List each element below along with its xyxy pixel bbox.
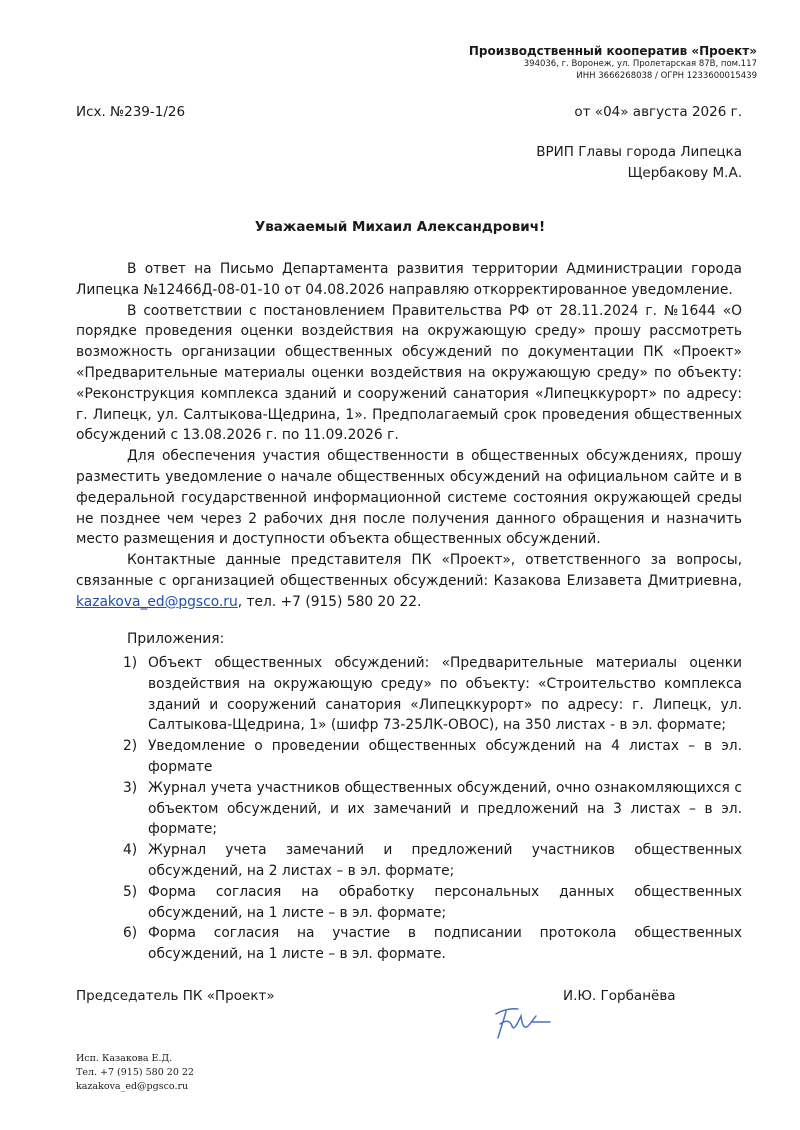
attachment-number: 5) xyxy=(123,883,138,900)
attachment-number: 6) xyxy=(123,925,138,942)
attachment-text: Журнал учета участников общественных обсуждений, очно ознакомляющихся с объектом обсуждений, и их замечаний и предложений на 3 листах – в эл. формате; xyxy=(148,779,742,838)
attachment-text: Форма согласия на участие в подписании протокола общественных обсуждений, на 1 листе – в эл. формате. xyxy=(148,925,742,963)
attachment-number: 3) xyxy=(123,779,138,796)
letter-date: от «04» августа 2026 г. xyxy=(574,104,742,120)
signatory-title: Председатель ПК «Проект» xyxy=(76,988,275,1004)
email-link[interactable]: kazakova_ed@pgsco.ru xyxy=(76,593,238,610)
org-name: Производственный кооператив «Проект» xyxy=(468,44,757,58)
attachments-title: Приложения: xyxy=(127,631,225,647)
executor-email: kazakova_ed@pgsco.ru xyxy=(76,1081,189,1092)
attachment-item xyxy=(76,653,742,736)
paragraph: Для обеспечения участия общественности в общественных обсуждениях, прошу разместить уведомление о начале общественных обсуждений на официальном сайте и в федеральной государственной информационной системе состояния окружающей среды не позднее чем через 2 рабочих дня после получения данного обращения и назначить место размещения и доступности объекта общественных обсуждений. xyxy=(76,448,742,548)
letterhead xyxy=(469,44,757,82)
attachment-number: 2) xyxy=(123,738,138,755)
executor-name: Исп. Казакова Е.Д. xyxy=(76,1053,173,1064)
attachment-item xyxy=(76,840,742,882)
executor-info xyxy=(76,1052,194,1094)
attachments-list xyxy=(76,653,742,965)
signatory-name: И.Ю. Горбанёва xyxy=(563,988,676,1004)
recipient-position: ВРИП Главы города Липецка xyxy=(536,144,742,160)
attachment-item xyxy=(76,736,742,778)
outgoing-number: Исх. №239-1/26 xyxy=(76,104,186,120)
letter-body xyxy=(76,259,742,613)
attachment-item xyxy=(76,778,742,840)
contact-paragraph xyxy=(76,550,742,612)
attachment-number: 1) xyxy=(123,655,138,671)
attachment-text: Журнал учета замечаний и предложений участников общественных обсуждений, на 2 листах – в эл. формате; xyxy=(148,842,742,879)
attachment-number: 4) xyxy=(123,842,138,859)
contact-phone: , тел. +7 (915) 580 20 22. xyxy=(237,593,422,610)
attachment-text: Форма согласия на обработку персональных данных общественных обсуждений, на 1 листе – в эл. формате; xyxy=(148,883,742,921)
paragraph: В ответ на Письмо Департамента развития территории Администрации города Липецка №12466Д-08-01-10 от 04.08.2026 направляю откорректированное уведомление. xyxy=(76,261,742,298)
contact-text: Контактные данные представителя ПК «Проект», ответственного за вопросы, связанные с организацией общественных обсуждений: Казакова Елизавета Дмитриевна, xyxy=(76,552,742,589)
paragraph: В соответствии с постановлением Правительства РФ от 28.11.2024 г. №1644 «О порядке проведения оценки воздействия на окружающую среду» прошу рассмотреть возможность организации общественных обсуждений по документации ПК «Проект» «Предварительные материалы оценки воздействия на окружающую среду» по объекту: «Реконструкция комплекса зданий и сооружений санатория «Липецккурорт» по адресу: г. Липецк, ул. Салтыкова-Щедрина, 1». Предполагаемый срок проведения общественных обсуждений с 13.08.2026 г. по 11.09.2026 г. xyxy=(76,302,742,444)
attachment-text: Объект общественных обсуждений: «Предварительные материалы оценки воздействия на окружающую среду» по объекту: «Строительство комплекса зданий и сооружений санатория «Липецккурорт» по адресу: г. Липецк, ул. Салтыкова-Щедрина, 1» (шифр 73-25ЛК-ОВОС), на 350 листах - в эл. формате; xyxy=(148,655,742,734)
recipient-block xyxy=(536,142,742,184)
attachment-item xyxy=(76,882,742,924)
executor-phone: Тел. +7 (915) 580 20 22 xyxy=(76,1067,194,1078)
greeting: Уважаемый Михаил Александрович! xyxy=(254,219,546,235)
handwritten-signature xyxy=(488,1000,558,1044)
attachment-text: Уведомление о проведении общественных обсуждений на 4 листах – в эл. формате xyxy=(148,738,742,775)
recipient-name: Щербакову М.А. xyxy=(627,165,742,181)
attachment-item xyxy=(76,923,742,965)
org-address: 394036, г. Воронеж, ул. Пролетарская 87В, пом.117 xyxy=(523,59,757,69)
org-registration: ИНН 3666268038 / ОГРН 1233600015439 xyxy=(576,71,757,81)
